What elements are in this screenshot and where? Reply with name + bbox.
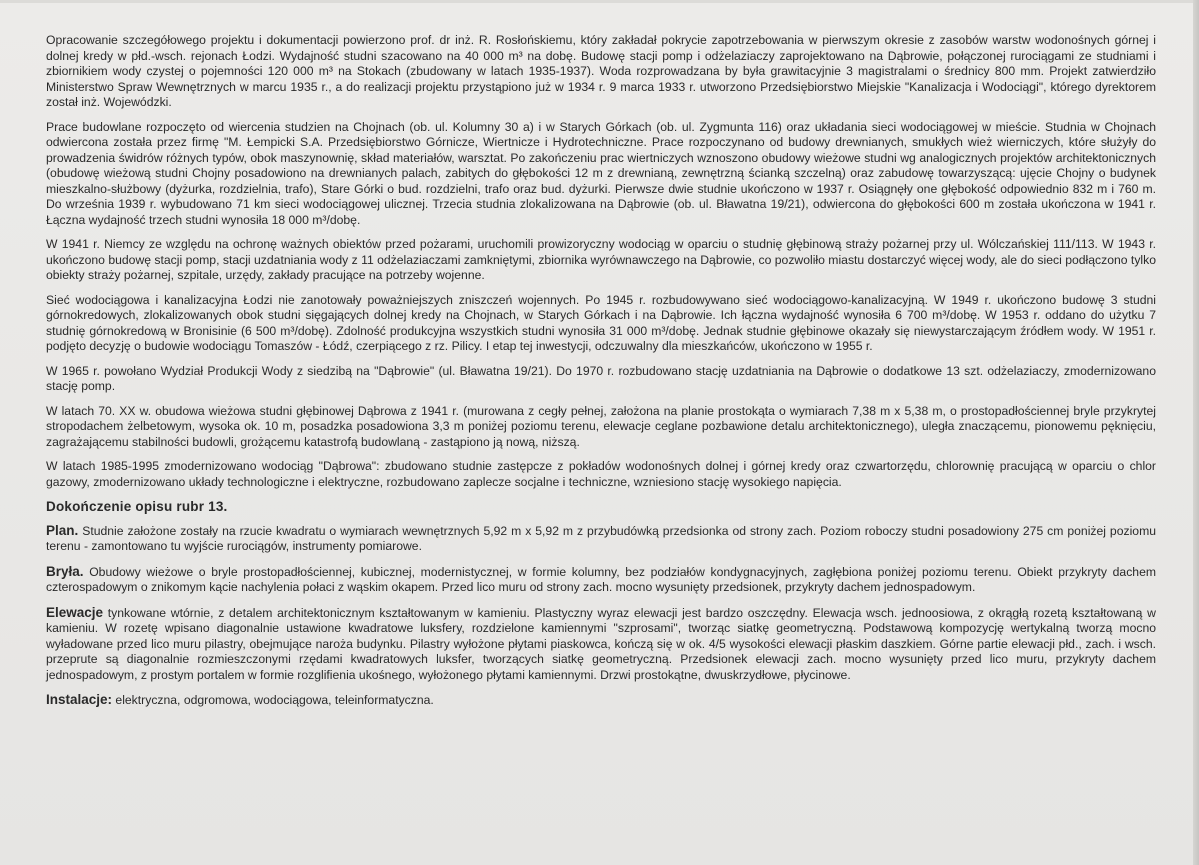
section-instalacje (46, 692, 1156, 709)
section-instalacje-lead: Instalacje: (46, 692, 113, 707)
document-body (46, 33, 1156, 718)
page-right-edge (1193, 0, 1199, 865)
section-bryla (46, 564, 1156, 596)
section-plan (46, 523, 1156, 555)
section-bryla-text: Obudowy wieżowe o bryle prostopadłościennej, kubicznej, modernistycznej, w formie kolumny, bez podziałów kondygnacyjnych, zagłębiona poniżej poziomu terenu. Obiekt przykryty dachem czterospadowym o znikomym kącie nachylenia połaci z wąskim okapem. Przed lico muru od strony zach. mocno wysunięty przedsionek, przykryty dachem jednospadowym. (46, 564, 1156, 594)
section-elewacje (46, 605, 1156, 684)
section-instalacje-text: elektryczna, odgromowa, wodociągowa, teleinformatyczna. (112, 693, 434, 707)
section-elewacje-text: tynkowane wtórnie, z detalem architektonicznym kształtowanym w kamieniu. Plastyczny wyraz elewacji jest bardzo oszczędny. Elewacja wsch. jednoosiowa, z okrągłą rozetą kształtowaną w kamieniu. W rozetę wpisano diagonalnie ustawione kwadratowe luksfery, rozdzielone kamiennymi "szprosami", tworząc siatkę geometryczną. Podstawową kompozycję wertykalną tworzą mocno wyładowane przed lico muru pilastry, obejmujące naroża budynku. Pilastry wyłożone płytami piaskowca, kończą się w ok. 4/5 wysokości elewacji płaskim daszkiem. Górne partie elewacji płd., zach. i wsch. przeprute są diagonalnie rozmieszczonymi rzędami kwadratowych luksfer, tworzących siatkę geometryczną. Przedsionek elewacji zach. mocno wysunięty przed lico muru, przykryty dachem jednospadowym, z prostym portalem w formie rozglifienia ukośnego, wyłożonego płytami kamiennymi. Drzwi prostokątne, dwuskrzydłowe, płycinowe. (46, 605, 1156, 682)
paragraph-project: Opracowanie szczegółowego projektu i dokumentacji powierzono prof. dr inż. R. Rosłońskiemu, który zakładał pokrycie zapotrzebowania w pierwszym okresie z zasobów warstw wodonośnych górnej i dolnej kredy w płd.-wsch. rejonach Łodzi. Wydajność studni szacowano na 40 000 m³ na dobę. Budowę stacji pomp i odżelaziaczy zaprojektowano na Dąbrowie, połączonej rurociągami ze studniami i zbiornikiem wody czystej o pojemności 120 000 m³ na Stokach (zbudowany w latach 1935-1937). Woda rozprowadzana by była grawitacyjnie 3 magistralami o średnicy 800 mm. Projekt zatwierdziło Ministerstwo Spraw Wewnętrznych w marcu 1935 r., a do realizacji projektu przystąpiono już w 1934 r. 9 marca 1933 r. utworzono Przedsiębiorstwo Miejskie "Kanalizacja i Wodociągi", którego dyrektorem został inż. Wojewódzki. (46, 33, 1156, 109)
section-plan-text: Studnie założone zostały na rzucie kwadratu o wymiarach wewnętrznych 5,92 m x 5,92 m z przybudówką przedsionka od strony zach. Poziom roboczy studni posadowiony 275 cm poniżej poziomu terenu - zamontowano tu wyjście rurociągów, instrumenty pomiarowe. (46, 523, 1156, 553)
paragraph-construction: Prace budowlane rozpoczęto od wiercenia studzien na Chojnach (ob. ul. Kolumny 30 a) i w Starych Górkach (ob. ul. Zygmunta 116) oraz układania sieci wodociągowej w mieście. Studnia w Chojnach odwiercona została przez firmę "M. Łempicki S.A. Przedsiębiorstwo Górnicze, Wiertnicze i Hydrotechniczne. Prace rozpoczynano od budowy drewnianych, smukłych wież wierniczych, które służyły do prowadzenia świdrów różnych typów, obok maszynownię, skład materiałów, warsztat. Po zakończeniu prac wiertniczych wznoszono obudowy wieżowe studni wg analogicznych projektów architektonicznych (obudowę wieżową studni Chojny posadowiono na drewnianych palach, zabitych do głębokości 12 m z drewnianą, zewnętrzną ścianką szczelną) oraz zabudowę towarzyszącą: ujęcie Chojny o budynek mieszkalno-służbowy (dyżurka, rozdzielnia, trafo), Stare Górki o bud. rozdzielni, trafo oraz bud. dyżurki. Pierwsze dwie studnie ukończono w 1937 r. Osiągnęły one głębokość odpowiednio 832 m i 760 m. Do września 1939 r. wybudowano 71 km sieci wodociągowej ulicznej. Trzecia studnia zlokalizowana na Dąbrowie (ob. ul. Bławatna 19/21), odwiercona do głębokości 600 m została ukończona w 1941 r. Łączna wydajność trzech studni wynosiła 18 000 m³/dobę. (46, 119, 1156, 227)
paragraph-1941: W 1941 r. Niemcy ze względu na ochronę ważnych obiektów przed pożarami, uruchomili prowizoryczny wodociąg w oparciu o studnię głębinową straży pożarnej przy ul. Wólczańskiej 111/113. W 1943 r. ukończono budowę stacji pomp, stacji uzdatniania wody z 11 odżelaziaczami zamkniętymi, zbiornika wyrównawczego na Dąbrowie, co pozwoliło miastu dostarczyć więcej wody, ale do sieci podłączono tylko obiekty straży pożarnej, szpitale, urzędy, zakłady pracujące na potrzeby wojenne. (46, 237, 1156, 282)
page-top-edge (0, 0, 1199, 3)
section-plan-lead: Plan. (46, 522, 79, 538)
paragraph-postwar: Sieć wodociągowa i kanalizacyjna Łodzi nie zanotowały poważniejszych zniszczeń wojennych. Po 1945 r. rozbudowywano sieć wodociągowo-kanalizacyjną. W 1949 r. ukończono budowę 3 studni górnokredowych, zlokalizowanych obok studni sięgających dolnej kredy na Chojnach, w Starych Górkach i na Dąbrowie. Ich łączna wydajność wynosiła 6 700 m³/dobę. W 1953 r. oddano do użytku 7 studnię górnokredową w Bronisinie (6 500 m³/dobę). Zdolność produkcyjna wszystkich studni wynosiła 31 000 m³/dobę. Jednak studnie głębinowe okazały się niewystarczającym źródłem wody. W 1951 r. podjęto decyzję o budowie wodociągu Tomaszów - Łódź, czerpiącego z rz. Pilicy. I etap tej inwestycji, odczuwalny dla mieszkańców, ukończono w 1955 r. (46, 292, 1156, 353)
paragraph-1970s: W latach 70. XX w. obudowa wieżowa studni głębinowej Dąbrowa z 1941 r. (murowana z cegły pełnej, założona na planie prostokąta o wymiarach 7,38 m x 5,38 m, o prostopadłościennej bryle przykrytej stropodachem żelbetowym, wysoka ok. 10 m, posadzka posadowiona 3,3 m poniżej poziomu terenu, elewacje ceglane pozbawione detalu architektonicznego), uległa znaczącemu, pionowemu pęknięciu, zagrażającemu stabilności budowli, grożącemu katastrofą budowlaną - zastąpiono ją nową, niższą. (46, 403, 1156, 449)
section-heading: Dokończenie opisu rubr 13. (46, 499, 228, 514)
paragraph-1965: W 1965 r. powołano Wydział Produkcji Wody z siedzibą na "Dąbrowie" (ul. Bławatna 19/21). Do 1970 r. rozbudowano stację uzdatniania na Dąbrowie o dodatkowe 13 szt. odżelaziaczy, zmodernizowano stację pomp. (46, 363, 1156, 393)
section-elewacje-lead: Elewacje (46, 604, 104, 620)
paragraph-1985: W latach 1985-1995 zmodernizowano wodociąg "Dąbrowa": zbudowano studnie zastępcze z pokładów wodonośnych dolnej i górnej kredy oraz czwartorzędu, chlorownię pracującą w oparciu o chlor gazowy, zmodernizowano układy technologiczne i elektryczne, rozbudowano zaplecze socjalne i techniczne, wzniesiono stację wysokiego napięcia. (46, 459, 1156, 489)
section-bryla-lead: Bryła. (46, 563, 84, 579)
